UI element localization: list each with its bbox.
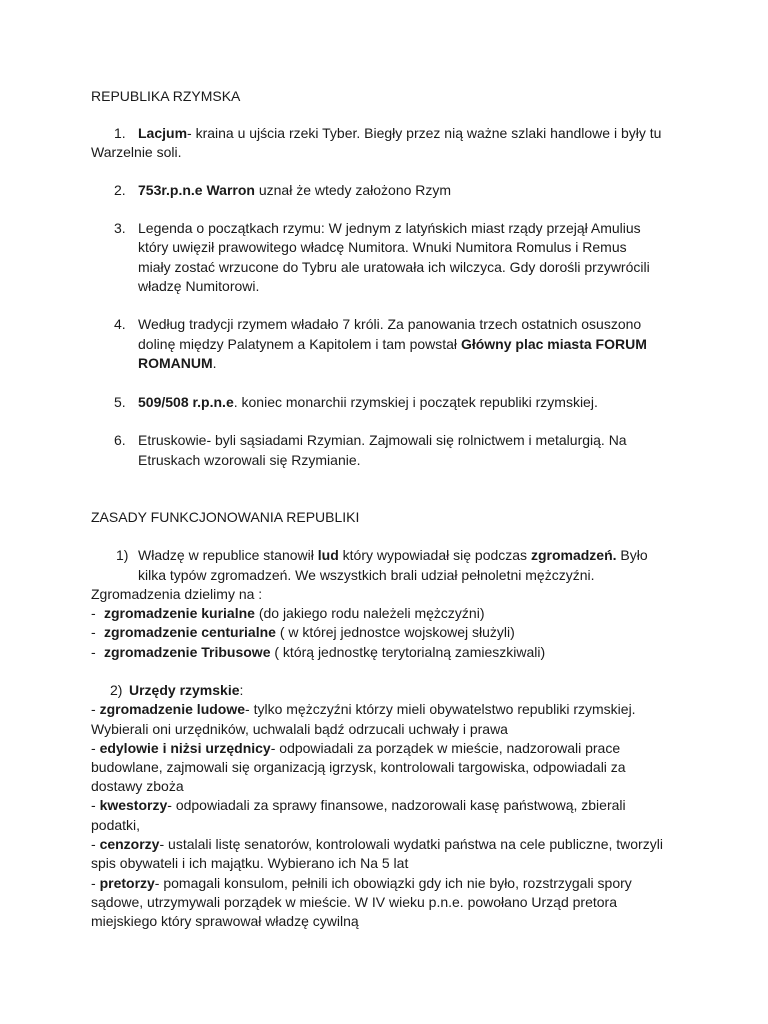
heading-republika: REPUBLIKA RZYMSKA: [91, 88, 241, 104]
entry-kwestorzy-line-2: podatki,: [91, 817, 141, 833]
entry-pretorzy-line-2: sądowe, utrzymywali porządek w mieście. W IV wieku p.n.e. powołano Urząd pretora: [91, 894, 617, 910]
heading-zasady: ZASADY FUNKCJONOWANIA REPUBLIKI: [91, 509, 360, 525]
entry-pretorzy: - pretorzy- pomagali konsulom, pełnili ich obowiązki gdy ich nie było, rozstrzygali spory: [91, 875, 632, 891]
bullet-kurialne-dash: -: [91, 605, 96, 621]
list-item-4-line-1: Według tradycji rzymem władało 7 króli. Za panowania trzech ostatnich osuszono: [138, 316, 642, 332]
section-2-title: Urzędy rzymskie:: [129, 682, 244, 698]
list-item-5-line-1: 509/508 r.p.n.e. koniec monarchii rzymskiej i początek republiki rzymskiej.: [138, 394, 598, 410]
bullet-tribusowe: zgromadzenie Tribusowe ( którą jednostkę terytorialną zamieszkiwali): [104, 644, 546, 660]
bullet-kurialne: zgromadzenie kurialne (do jakiego rodu należeli mężczyźni): [104, 605, 485, 621]
section-1-line-1: Władzę w republice stanowił lud który wypowiadał się podczas zgromadzeń. Było: [138, 547, 648, 563]
entry-cenzorzy: - cenzorzy- ustalali listę senatorów, kontrolowali wydatki państwa na cele publiczne, tworzyli: [91, 836, 663, 852]
section-2-number: 2): [110, 682, 123, 698]
list-item-3-number: 3.: [114, 220, 126, 236]
section-1-line-2: kilka typów zgromadzeń. We wszystkich brali udział pełnoletni mężczyźni.: [138, 567, 595, 583]
entry-edylowie-line-3: dostawy zboża: [91, 778, 184, 794]
bullet-centurialne: zgromadzenie centurialne ( w której jednostce wojskowej służyli): [104, 624, 515, 640]
list-item-2-number: 2.: [114, 182, 126, 198]
entry-pretorzy-line-3: miejskiego który sprawował władzę cywilną: [91, 913, 359, 929]
list-item-1-line-1: Lacjum- kraina u ujścia rzeki Tyber. Biegły przez nią ważne szlaki handlowe i były tu: [138, 125, 662, 141]
entry-zgromadzenie-ludowe: - zgromadzenie ludowe- tylko mężczyźni którzy mieli obywatelstwo republiki rzymskiej.: [91, 701, 636, 717]
list-item-4-line-2: dolinę między Palatynem a Kapitolem i tam powstał Główny plac miasta FORUM: [138, 336, 647, 352]
entry-zgromadzenie-ludowe-line-2: Wybierali oni urzędników, uchwalali bądź odrzucali uchwały i prawa: [91, 721, 508, 737]
bullet-centurialne-dash: -: [91, 624, 96, 640]
entry-edylowie: - edylowie i niżsi urzędnicy- odpowiadali za porządek w mieście, nadzorowali prace: [91, 740, 621, 756]
list-item-2-line-1: 753r.p.n.e Warron uznał że wtedy założono Rzym: [138, 182, 452, 198]
list-item-5-number: 5.: [114, 394, 126, 410]
list-item-6-line-1: Etruskowie- byli sąsiadami Rzymian. Zajmowali się rolnictwem i metalurgią. Na: [138, 432, 627, 448]
list-item-1-number: 1.: [114, 125, 126, 141]
list-item-6-line-2: Etruskach wzorowali się Rzymianie.: [138, 452, 361, 468]
list-item-6-number: 6.: [114, 432, 126, 448]
list-item-1-line-2: Warzelnie soli.: [91, 144, 182, 160]
list-item-3-line-4: władzę Numitorowi.: [138, 278, 260, 294]
section-1-line-3: Zgromadzenia dzielimy na :: [91, 586, 263, 602]
bullet-tribusowe-dash: -: [91, 644, 96, 660]
list-item-4-number: 4.: [114, 316, 126, 332]
section-1-number: 1): [116, 547, 129, 563]
entry-kwestorzy: - kwestorzy- odpowiadali za sprawy finansowe, nadzorowali kasę państwową, zbierali: [91, 797, 626, 813]
list-item-4-line-3: ROMANUM.: [138, 355, 217, 371]
entry-cenzorzy-line-2: spis obywateli i ich majątku. Wybierano ich Na 5 lat: [91, 855, 409, 871]
entry-edylowie-line-2: budowlane, zajmowali się organizacją igrzysk, kontrolowali targowiska, odpowiadali za: [91, 759, 626, 775]
list-item-3-line-2: który uwięził prawowitego władcę Numitora. Wnuki Numitora Romulus i Remus: [138, 239, 627, 255]
list-item-3-line-3: miały zostać wrzucone do Tybru ale uratowała ich wilczyca. Gdy dorośli przywrócili: [138, 259, 650, 275]
list-item-3-line-1: Legenda o początkach rzymu: W jednym z latyńskich miast rządy przejął Amulius: [138, 220, 641, 236]
